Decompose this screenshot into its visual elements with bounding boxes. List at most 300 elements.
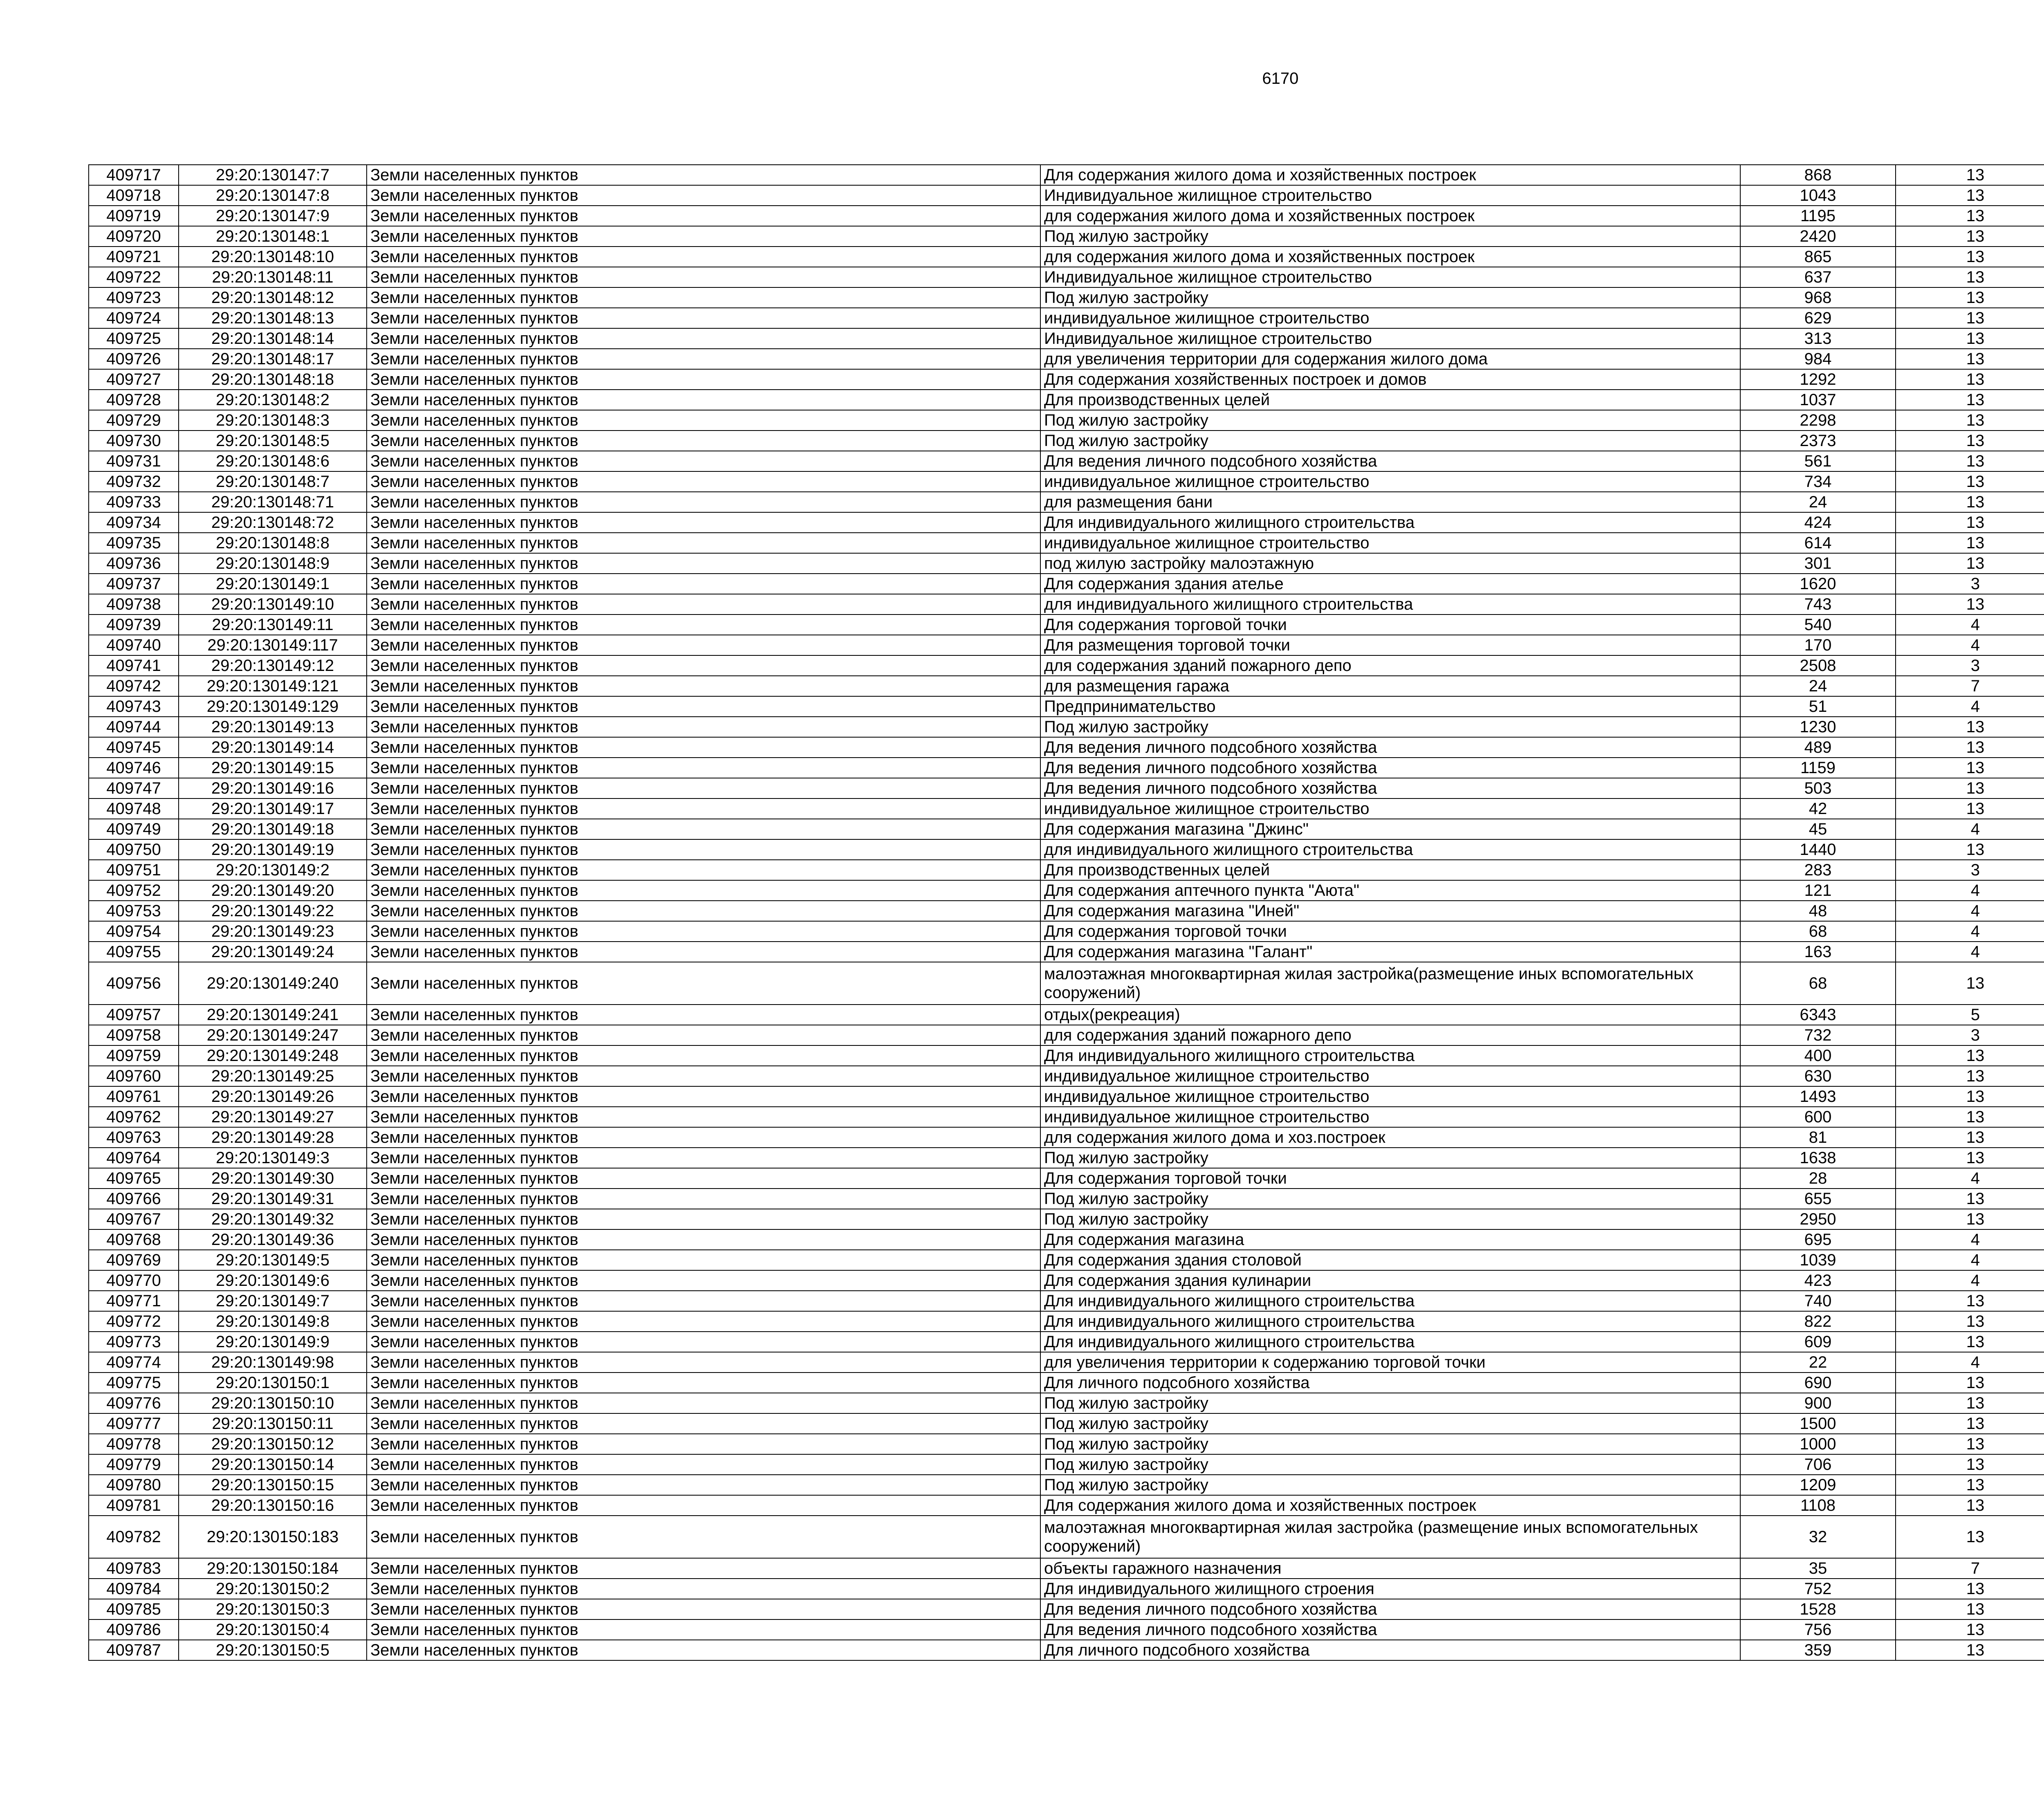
permitted-use-cell: объекты гаражного назначения	[1040, 1558, 1740, 1579]
permitted-use-cell: для размещения бани	[1040, 492, 1740, 512]
area-cell: 2508	[1740, 655, 1896, 676]
row-id-cell: 409786	[89, 1619, 179, 1640]
use-group-cell: 13	[1896, 533, 2044, 553]
permitted-use-cell: для содержания жилого дома и хозяйственных построек	[1040, 247, 1740, 267]
use-group-cell: 13	[1896, 553, 2044, 574]
table-row	[89, 615, 2044, 635]
cadastral-number-cell: 29:20:130149:25	[179, 1066, 367, 1086]
row-id-cell: 409768	[89, 1229, 179, 1250]
cadastral-number-cell: 29:20:130149:6	[179, 1270, 367, 1291]
use-group-cell: 4	[1896, 1168, 2044, 1189]
land-category-cell: Земли населенных пунктов	[367, 574, 1040, 594]
use-group-cell: 13	[1896, 1148, 2044, 1168]
area-cell: 1159	[1740, 758, 1896, 778]
cadastral-number-cell: 29:20:130149:28	[179, 1127, 367, 1148]
table-row	[89, 1270, 2044, 1291]
land-category-cell: Земли населенных пунктов	[367, 737, 1040, 758]
table-row	[89, 635, 2044, 655]
cadastral-number-cell: 29:20:130148:6	[179, 451, 367, 471]
permitted-use-cell: Индивидуальное жилищное строительство	[1040, 267, 1740, 287]
area-cell: 503	[1740, 778, 1896, 798]
table-row	[89, 226, 2044, 247]
permitted-use-cell: индивидуальное жилищное строительство	[1040, 533, 1740, 553]
land-category-cell: Земли населенных пунктов	[367, 1148, 1040, 1168]
permitted-use-cell: для индивидуального жилищного строительства	[1040, 594, 1740, 615]
permitted-use-cell: Для содержания магазина "Иней"	[1040, 901, 1740, 921]
use-group-cell: 13	[1896, 962, 2044, 1005]
cadastral-number-cell: 29:20:130148:72	[179, 512, 367, 533]
permitted-use-cell: индивидуальное жилищное строительство	[1040, 308, 1740, 328]
row-id-cell: 409717	[89, 165, 179, 185]
use-group-cell: 13	[1896, 308, 2044, 328]
cadastral-number-cell: 29:20:130149:16	[179, 778, 367, 798]
cadastral-number-cell: 29:20:130148:10	[179, 247, 367, 267]
land-category-cell: Земли населенных пунктов	[367, 921, 1040, 942]
row-id-cell: 409729	[89, 410, 179, 431]
row-id-cell: 409750	[89, 839, 179, 860]
row-id-cell: 409770	[89, 1270, 179, 1291]
table-row	[89, 1495, 2044, 1516]
table-row	[89, 1599, 2044, 1619]
permitted-use-cell: малоэтажная многоквартирная жилая застройка(размещение иных вспомогательных сооружений)	[1040, 962, 1740, 1005]
row-id-cell: 409760	[89, 1066, 179, 1086]
land-category-cell: Земли населенных пунктов	[367, 431, 1040, 451]
cadastral-number-cell: 29:20:130148:12	[179, 287, 367, 308]
use-group-cell: 4	[1896, 615, 2044, 635]
row-id-cell: 409767	[89, 1209, 179, 1229]
use-group-cell: 13	[1896, 1579, 2044, 1599]
land-category-cell: Земли населенных пунктов	[367, 1516, 1040, 1558]
area-cell: 42	[1740, 798, 1896, 819]
row-id-cell: 409725	[89, 328, 179, 349]
area-cell: 614	[1740, 533, 1896, 553]
cadastral-number-cell: 29:20:130149:31	[179, 1189, 367, 1209]
table-row	[89, 860, 2044, 880]
cadastral-number-cell: 29:20:130149:14	[179, 737, 367, 758]
row-id-cell: 409746	[89, 758, 179, 778]
row-id-cell: 409765	[89, 1168, 179, 1189]
table-row	[89, 410, 2044, 431]
permitted-use-cell: отдых(рекреация)	[1040, 1005, 1740, 1025]
permitted-use-cell: Для личного подсобного хозяйства	[1040, 1373, 1740, 1393]
cadastral-number-cell: 29:20:130149:19	[179, 839, 367, 860]
row-id-cell: 409758	[89, 1025, 179, 1045]
area-cell: 609	[1740, 1332, 1896, 1352]
area-cell: 1620	[1740, 574, 1896, 594]
area-cell: 1000	[1740, 1434, 1896, 1454]
cadastral-number-cell: 29:20:130148:17	[179, 349, 367, 369]
land-category-cell: Земли населенных пунктов	[367, 676, 1040, 696]
land-category-cell: Земли населенных пунктов	[367, 1229, 1040, 1250]
area-cell: 734	[1740, 471, 1896, 492]
row-id-cell: 409738	[89, 594, 179, 615]
area-cell: 868	[1740, 165, 1896, 185]
row-id-cell: 409756	[89, 962, 179, 1005]
cadastral-number-cell: 29:20:130150:5	[179, 1640, 367, 1660]
permitted-use-cell: Для содержания жилого дома и хозяйственных построек	[1040, 165, 1740, 185]
area-cell: 1108	[1740, 1495, 1896, 1516]
area-cell: 1440	[1740, 839, 1896, 860]
cadastral-number-cell: 29:20:130149:8	[179, 1311, 367, 1332]
cadastral-number-cell: 29:20:130149:10	[179, 594, 367, 615]
row-id-cell: 409761	[89, 1086, 179, 1107]
permitted-use-cell: Для содержания аптечного пункта "Аюта"	[1040, 880, 1740, 901]
row-id-cell: 409779	[89, 1454, 179, 1475]
use-group-cell: 13	[1896, 1619, 2044, 1640]
area-cell: 968	[1740, 287, 1896, 308]
use-group-cell: 4	[1896, 1270, 2044, 1291]
permitted-use-cell: Индивидуальное жилищное строительство	[1040, 185, 1740, 206]
use-group-cell: 13	[1896, 349, 2044, 369]
permitted-use-cell: малоэтажная многоквартирная жилая застройка (размещение иных вспомогательных сооружений)	[1040, 1516, 1740, 1558]
land-category-cell: Земли населенных пунктов	[367, 798, 1040, 819]
table-row	[89, 1168, 2044, 1189]
cadastral-number-cell: 29:20:130150:15	[179, 1475, 367, 1495]
cadastral-number-cell: 29:20:130149:12	[179, 655, 367, 676]
permitted-use-cell: Для личного подсобного хозяйства	[1040, 1640, 1740, 1660]
use-group-cell: 13	[1896, 1066, 2044, 1086]
use-group-cell: 13	[1896, 451, 2044, 471]
area-cell: 24	[1740, 492, 1896, 512]
use-group-cell: 7	[1896, 676, 2044, 696]
cadastral-number-cell: 29:20:130150:1	[179, 1373, 367, 1393]
permitted-use-cell: Для размещения торговой точки	[1040, 635, 1740, 655]
use-group-cell: 4	[1896, 1229, 2044, 1250]
cadastral-number-cell: 29:20:130148:7	[179, 471, 367, 492]
area-cell: 2298	[1740, 410, 1896, 431]
use-group-cell: 13	[1896, 1454, 2044, 1475]
use-group-cell: 13	[1896, 1599, 2044, 1619]
cadastral-number-cell: 29:20:130149:36	[179, 1229, 367, 1250]
row-id-cell: 409763	[89, 1127, 179, 1148]
row-id-cell: 409727	[89, 369, 179, 390]
use-group-cell: 13	[1896, 778, 2044, 798]
row-id-cell: 409751	[89, 860, 179, 880]
land-category-cell: Земли населенных пунктов	[367, 594, 1040, 615]
permitted-use-cell: индивидуальное жилищное строительство	[1040, 798, 1740, 819]
use-group-cell: 13	[1896, 1107, 2044, 1127]
row-id-cell: 409757	[89, 1005, 179, 1025]
land-category-cell: Земли населенных пунктов	[367, 206, 1040, 226]
use-group-cell: 4	[1896, 880, 2044, 901]
cadastral-number-cell: 29:20:130149:13	[179, 717, 367, 737]
table-row	[89, 1373, 2044, 1393]
table-row	[89, 1250, 2044, 1270]
permitted-use-cell: Под жилую застройку	[1040, 1475, 1740, 1495]
row-id-cell: 409744	[89, 717, 179, 737]
permitted-use-cell: Под жилую застройку	[1040, 226, 1740, 247]
land-category-cell: Земли населенных пунктов	[367, 1291, 1040, 1311]
use-group-cell: 13	[1896, 492, 2044, 512]
area-cell: 630	[1740, 1066, 1896, 1086]
permitted-use-cell: для содержания зданий пожарного депо	[1040, 1025, 1740, 1045]
permitted-use-cell: Для ведения личного подсобного хозяйства	[1040, 451, 1740, 471]
use-group-cell: 13	[1896, 717, 2044, 737]
area-cell: 1209	[1740, 1475, 1896, 1495]
row-id-cell: 409740	[89, 635, 179, 655]
cadastral-number-cell: 29:20:130150:14	[179, 1454, 367, 1475]
row-id-cell: 409748	[89, 798, 179, 819]
area-cell: 283	[1740, 860, 1896, 880]
area-cell: 48	[1740, 901, 1896, 921]
area-cell: 51	[1740, 696, 1896, 717]
table-row	[89, 1579, 2044, 1599]
area-cell: 655	[1740, 1189, 1896, 1209]
table-row	[89, 942, 2044, 962]
area-cell: 743	[1740, 594, 1896, 615]
permitted-use-cell: Под жилую застройку	[1040, 1434, 1740, 1454]
row-id-cell: 409755	[89, 942, 179, 962]
table-row	[89, 185, 2044, 206]
cadastral-number-cell: 29:20:130148:71	[179, 492, 367, 512]
use-group-cell: 13	[1896, 594, 2044, 615]
land-category-cell: Земли населенных пунктов	[367, 1066, 1040, 1086]
table-row	[89, 1005, 2044, 1025]
permitted-use-cell: Под жилую застройку	[1040, 1148, 1740, 1168]
row-id-cell: 409782	[89, 1516, 179, 1558]
table-row	[89, 471, 2044, 492]
land-category-cell: Земли населенных пунктов	[367, 819, 1040, 839]
land-category-cell: Земли населенных пунктов	[367, 185, 1040, 206]
row-id-cell: 409784	[89, 1579, 179, 1599]
cadastral-number-cell: 29:20:130150:184	[179, 1558, 367, 1579]
table-row	[89, 1229, 2044, 1250]
cadastral-number-cell: 29:20:130150:11	[179, 1413, 367, 1434]
cadastral-number-cell: 29:20:130148:1	[179, 226, 367, 247]
use-group-cell: 13	[1896, 1291, 2044, 1311]
cadastral-number-cell: 29:20:130148:18	[179, 369, 367, 390]
row-id-cell: 409719	[89, 206, 179, 226]
area-cell: 822	[1740, 1311, 1896, 1332]
land-category-cell: Земли населенных пунктов	[367, 308, 1040, 328]
row-id-cell: 409742	[89, 676, 179, 696]
area-cell: 489	[1740, 737, 1896, 758]
cadastral-number-cell: 29:20:130149:24	[179, 942, 367, 962]
cadastral-number-cell: 29:20:130149:121	[179, 676, 367, 696]
land-category-cell: Земли населенных пунктов	[367, 860, 1040, 880]
permitted-use-cell: Под жилую застройку	[1040, 1413, 1740, 1434]
use-group-cell: 13	[1896, 247, 2044, 267]
permitted-use-cell: Для индивидуального жилищного строительства	[1040, 1332, 1740, 1352]
permitted-use-cell: Для содержания здания столовой	[1040, 1250, 1740, 1270]
cadastral-number-cell: 29:20:130148:8	[179, 533, 367, 553]
use-group-cell: 3	[1896, 1025, 2044, 1045]
land-category-cell: Земли населенных пунктов	[367, 880, 1040, 901]
land-category-cell: Земли населенных пунктов	[367, 1086, 1040, 1107]
land-category-cell: Земли населенных пунктов	[367, 655, 1040, 676]
row-id-cell: 409787	[89, 1640, 179, 1660]
use-group-cell: 13	[1896, 737, 2044, 758]
table-row	[89, 553, 2044, 574]
use-group-cell: 4	[1896, 921, 2044, 942]
land-category-cell: Земли населенных пунктов	[367, 962, 1040, 1005]
row-id-cell: 409724	[89, 308, 179, 328]
permitted-use-cell: индивидуальное жилищное строительство	[1040, 471, 1740, 492]
row-id-cell: 409731	[89, 451, 179, 471]
permitted-use-cell: Для содержания торговой точки	[1040, 615, 1740, 635]
row-id-cell: 409747	[89, 778, 179, 798]
cadastral-number-cell: 29:20:130149:27	[179, 1107, 367, 1127]
permitted-use-cell: Для содержания торговой точки	[1040, 921, 1740, 942]
row-id-cell: 409778	[89, 1434, 179, 1454]
use-group-cell: 13	[1896, 206, 2044, 226]
land-category-cell: Земли населенных пунктов	[367, 1434, 1040, 1454]
area-cell: 690	[1740, 1373, 1896, 1393]
cadastral-number-cell: 29:20:130149:23	[179, 921, 367, 942]
permitted-use-cell: индивидуальное жилищное строительство	[1040, 1107, 1740, 1127]
use-group-cell: 13	[1896, 267, 2044, 287]
land-category-cell: Земли населенных пунктов	[367, 1413, 1040, 1434]
use-group-cell: 4	[1896, 901, 2044, 921]
permitted-use-cell: Для ведения личного подсобного хозяйства	[1040, 1619, 1740, 1640]
permitted-use-cell: Для содержания здания кулинарии	[1040, 1270, 1740, 1291]
area-cell: 400	[1740, 1045, 1896, 1066]
land-category-cell: Земли населенных пунктов	[367, 901, 1040, 921]
table-row	[89, 1475, 2044, 1495]
land-category-cell: Земли населенных пунктов	[367, 1619, 1040, 1640]
cadastral-number-cell: 29:20:130148:2	[179, 390, 367, 410]
cadastral-number-cell: 29:20:130149:5	[179, 1250, 367, 1270]
table-row	[89, 778, 2044, 798]
table-row	[89, 921, 2044, 942]
table-row	[89, 206, 2044, 226]
row-id-cell: 409723	[89, 287, 179, 308]
permitted-use-cell: для содержания жилого дома и хоз.построек	[1040, 1127, 1740, 1148]
row-id-cell: 409722	[89, 267, 179, 287]
land-category-cell: Земли населенных пунктов	[367, 1599, 1040, 1619]
area-cell: 6343	[1740, 1005, 1896, 1025]
use-group-cell: 13	[1896, 758, 2044, 778]
permitted-use-cell: для содержания зданий пожарного депо	[1040, 655, 1740, 676]
table-row	[89, 901, 2044, 921]
use-group-cell: 13	[1896, 1189, 2044, 1209]
row-id-cell: 409764	[89, 1148, 179, 1168]
area-cell: 695	[1740, 1229, 1896, 1250]
area-cell: 706	[1740, 1454, 1896, 1475]
permitted-use-cell: Для содержания магазина "Джинс"	[1040, 819, 1740, 839]
use-group-cell: 13	[1896, 1475, 2044, 1495]
land-category-cell: Земли населенных пунктов	[367, 1352, 1040, 1373]
use-group-cell: 13	[1896, 1413, 2044, 1434]
row-id-cell: 409774	[89, 1352, 179, 1373]
permitted-use-cell: Под жилую застройку	[1040, 287, 1740, 308]
area-cell: 1493	[1740, 1086, 1896, 1107]
table-row	[89, 328, 2044, 349]
cadastral-number-cell: 29:20:130149:1	[179, 574, 367, 594]
table-row	[89, 798, 2044, 819]
area-cell: 2950	[1740, 1209, 1896, 1229]
land-category-cell: Земли населенных пунктов	[367, 1270, 1040, 1291]
land-category-cell: Земли населенных пунктов	[367, 1045, 1040, 1066]
land-category-cell: Земли населенных пунктов	[367, 1209, 1040, 1229]
row-id-cell: 409720	[89, 226, 179, 247]
use-group-cell: 13	[1896, 390, 2044, 410]
land-category-cell: Земли населенных пунктов	[367, 1332, 1040, 1352]
table-row	[89, 1413, 2044, 1434]
table-row	[89, 737, 2044, 758]
land-category-cell: Земли населенных пунктов	[367, 839, 1040, 860]
table-body	[89, 165, 2044, 1660]
permitted-use-cell: Под жилую застройку	[1040, 1209, 1740, 1229]
land-category-cell: Земли населенных пунктов	[367, 1495, 1040, 1516]
row-id-cell: 409736	[89, 553, 179, 574]
row-id-cell: 409771	[89, 1291, 179, 1311]
land-category-cell: Земли населенных пунктов	[367, 1107, 1040, 1127]
land-category-cell: Земли населенных пунктов	[367, 778, 1040, 798]
area-cell: 629	[1740, 308, 1896, 328]
cadastral-number-cell: 29:20:130147:8	[179, 185, 367, 206]
permitted-use-cell: индивидуальное жилищное строительство	[1040, 1066, 1740, 1086]
table-row	[89, 758, 2044, 778]
row-id-cell: 409762	[89, 1107, 179, 1127]
area-cell: 1638	[1740, 1148, 1896, 1168]
use-group-cell: 13	[1896, 1393, 2044, 1413]
area-cell: 423	[1740, 1270, 1896, 1291]
row-id-cell: 409769	[89, 1250, 179, 1270]
area-cell: 1230	[1740, 717, 1896, 737]
permitted-use-cell: для индивидуального жилищного строительства	[1040, 839, 1740, 860]
row-id-cell: 409785	[89, 1599, 179, 1619]
row-id-cell: 409726	[89, 349, 179, 369]
area-cell: 752	[1740, 1579, 1896, 1599]
table-row	[89, 819, 2044, 839]
land-category-cell: Земли населенных пунктов	[367, 1393, 1040, 1413]
row-id-cell: 409732	[89, 471, 179, 492]
land-category-cell: Земли населенных пунктов	[367, 451, 1040, 471]
cadastral-number-cell: 29:20:130149:117	[179, 635, 367, 655]
area-cell: 28	[1740, 1168, 1896, 1189]
permitted-use-cell: Под жилую застройку	[1040, 1189, 1740, 1209]
row-id-cell: 409721	[89, 247, 179, 267]
table-row	[89, 1640, 2044, 1660]
row-id-cell: 409752	[89, 880, 179, 901]
table-row	[89, 308, 2044, 328]
land-category-cell: Земли населенных пунктов	[367, 267, 1040, 287]
row-id-cell: 409759	[89, 1045, 179, 1066]
use-group-cell: 13	[1896, 1516, 2044, 1558]
row-id-cell: 409772	[89, 1311, 179, 1332]
table-row	[89, 1393, 2044, 1413]
area-cell: 313	[1740, 328, 1896, 349]
use-group-cell: 4	[1896, 819, 2044, 839]
table-row	[89, 1127, 2044, 1148]
row-id-cell: 409739	[89, 615, 179, 635]
permitted-use-cell: для содержания жилого дома и хозяйственных построек	[1040, 206, 1740, 226]
area-cell: 984	[1740, 349, 1896, 369]
permitted-use-cell: Под жилую застройку	[1040, 1393, 1740, 1413]
permitted-use-cell: Под жилую застройку	[1040, 431, 1740, 451]
cadastral-number-cell: 29:20:130149:240	[179, 962, 367, 1005]
permitted-use-cell: под жилую застройку малоэтажную	[1040, 553, 1740, 574]
area-cell: 68	[1740, 962, 1896, 1005]
area-cell: 637	[1740, 267, 1896, 287]
permitted-use-cell: Для ведения личного подсобного хозяйства	[1040, 778, 1740, 798]
table-row	[89, 1516, 2044, 1558]
use-group-cell: 13	[1896, 1495, 2044, 1516]
area-cell: 32	[1740, 1516, 1896, 1558]
area-cell: 35	[1740, 1558, 1896, 1579]
cadastral-number-cell: 29:20:130149:7	[179, 1291, 367, 1311]
permitted-use-cell: Для содержания магазина	[1040, 1229, 1740, 1250]
land-category-cell: Земли населенных пунктов	[367, 1127, 1040, 1148]
land-category-cell: Земли населенных пунктов	[367, 492, 1040, 512]
land-category-cell: Земли населенных пунктов	[367, 165, 1040, 185]
use-group-cell: 13	[1896, 1332, 2044, 1352]
area-cell: 1292	[1740, 369, 1896, 390]
row-id-cell: 409743	[89, 696, 179, 717]
table-row	[89, 492, 2044, 512]
land-category-cell: Земли населенных пунктов	[367, 247, 1040, 267]
